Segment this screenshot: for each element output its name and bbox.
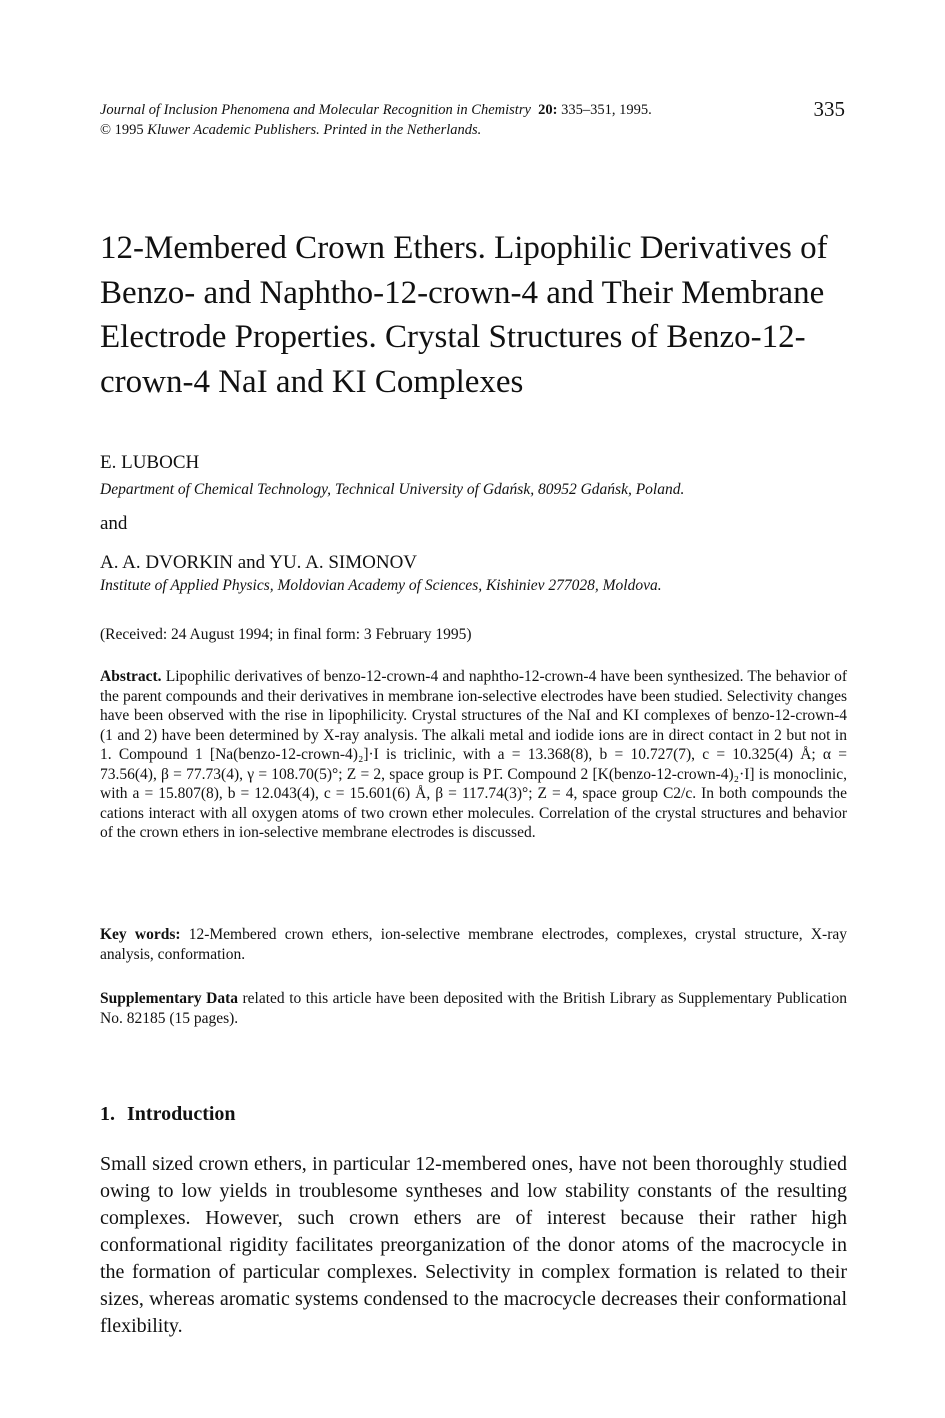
keywords-label: Key words: [100,926,181,943]
keywords [100,925,847,964]
section-heading [100,1103,236,1126]
section-title: Introduction [127,1103,236,1125]
copyright-line [100,120,652,140]
publisher-note: Kluwer Academic Publishers. Printed in the Netherlands. [147,122,482,138]
journal-name: Journal of Inclusion Phenomena and Molecular Recognition in Chemistry [100,102,531,118]
author-affiliation: Institute of Applied Physics, Moldovian Academy of Sciences, Kishiniev 277028, Moldova. [100,577,662,594]
author-separator: and [100,513,128,534]
section-number: 1. [100,1103,115,1125]
journal-header [100,100,652,140]
keywords-text: 12-Membered crown ethers, ion-selective membrane electrodes, complexes, crystal structure, X-ray analysis, conformation. [100,926,847,963]
copyright-symbol: © [100,122,112,138]
author-name: A. A. DVORKIN and YU. A. SIMONOV [100,552,418,573]
author-affiliation: Department of Chemical Technology, Technical University of Gdańsk, 80952 Gdańsk, Poland. [100,481,685,498]
journal-citation-line [100,100,652,120]
copyright-year: 1995 [114,122,144,138]
introduction-paragraph: Small sized crown ethers, in particular 12-membered ones, have not been thoroughly studied owing to low yields in troublesome syntheses and low stability constants of the resulting complexes. However, such crown ethers are of interest because their rather high conformational rigidity facilitates preorganization of the donor atoms of the macrocycle in the formation of particular complexes. Selectivity in complex formation is related to their sizes, whereas aromatic systems condensed to the macrocycle decreases their conformational flexibility. [100,1153,847,1337]
author-name: E. LUBOCH [100,452,200,473]
abstract-text: Lipophilic derivatives of benzo-12-crown-4 and naphtho-12-crown-4 have been synthesized. The behavior of the parent compounds and their derivatives in membrane ion-selective electrodes have been studied. Selectivity changes have been observed with the rise in lipophilicity. Crystal structures of the NaI and KI complexes of benzo-12-crown-4 (1 and 2) have been determined by X-ray analysis. The alkali metal and iodide ions are in direct contact in 2 but not in 1. Compound 1 [Na(benzo-12-crown-4)₂]·I is triclinic, with a = 13.368(8), b = 10.727(7), c = 10.325(4) Å; α = 73.56(4), β = 77.73(4), γ = 108.70(5)°; Z = 2, space group is P1̄. Compound 2 [K(benzo-12-crown-4)₂·I] is monoclinic, with a = 15.807(8), b = 12.043(4), c = 15.601(6) Å, β = 117.74(3)°; Z = 4, space group C2/c. In both compounds the cations interact with all oxygen atoms of two crown ether molecules. Correlation of the crystal structures and behavior of the crown ethers in ion-selective membrane electrodes is discussed. [100,668,847,841]
supplementary-text: related to this article have been deposited with the British Library as Supplementary Publication No. 82185 (15 pages). [100,990,847,1027]
page-number: 335 [813,97,845,121]
supplementary-label: Supplementary Data [100,990,238,1007]
supplementary-data [100,989,847,1028]
abstract [100,667,847,843]
received-dates: (Received: 24 August 1994; in final form: 3 February 1995) [100,626,472,643]
journal-pages-year: 335–351, 1995. [561,102,652,118]
abstract-label: Abstract. [100,668,162,685]
journal-volume: 20: [538,102,558,118]
paper-title: 12-Membered Crown Ethers. Lipophilic Derivatives of Benzo- and Naphtho-12-crown-4 and Their Membrane Electrode Properties. Crystal Structures of Benzo-12-crown-4 NaI and KI Complexes [100,230,828,400]
